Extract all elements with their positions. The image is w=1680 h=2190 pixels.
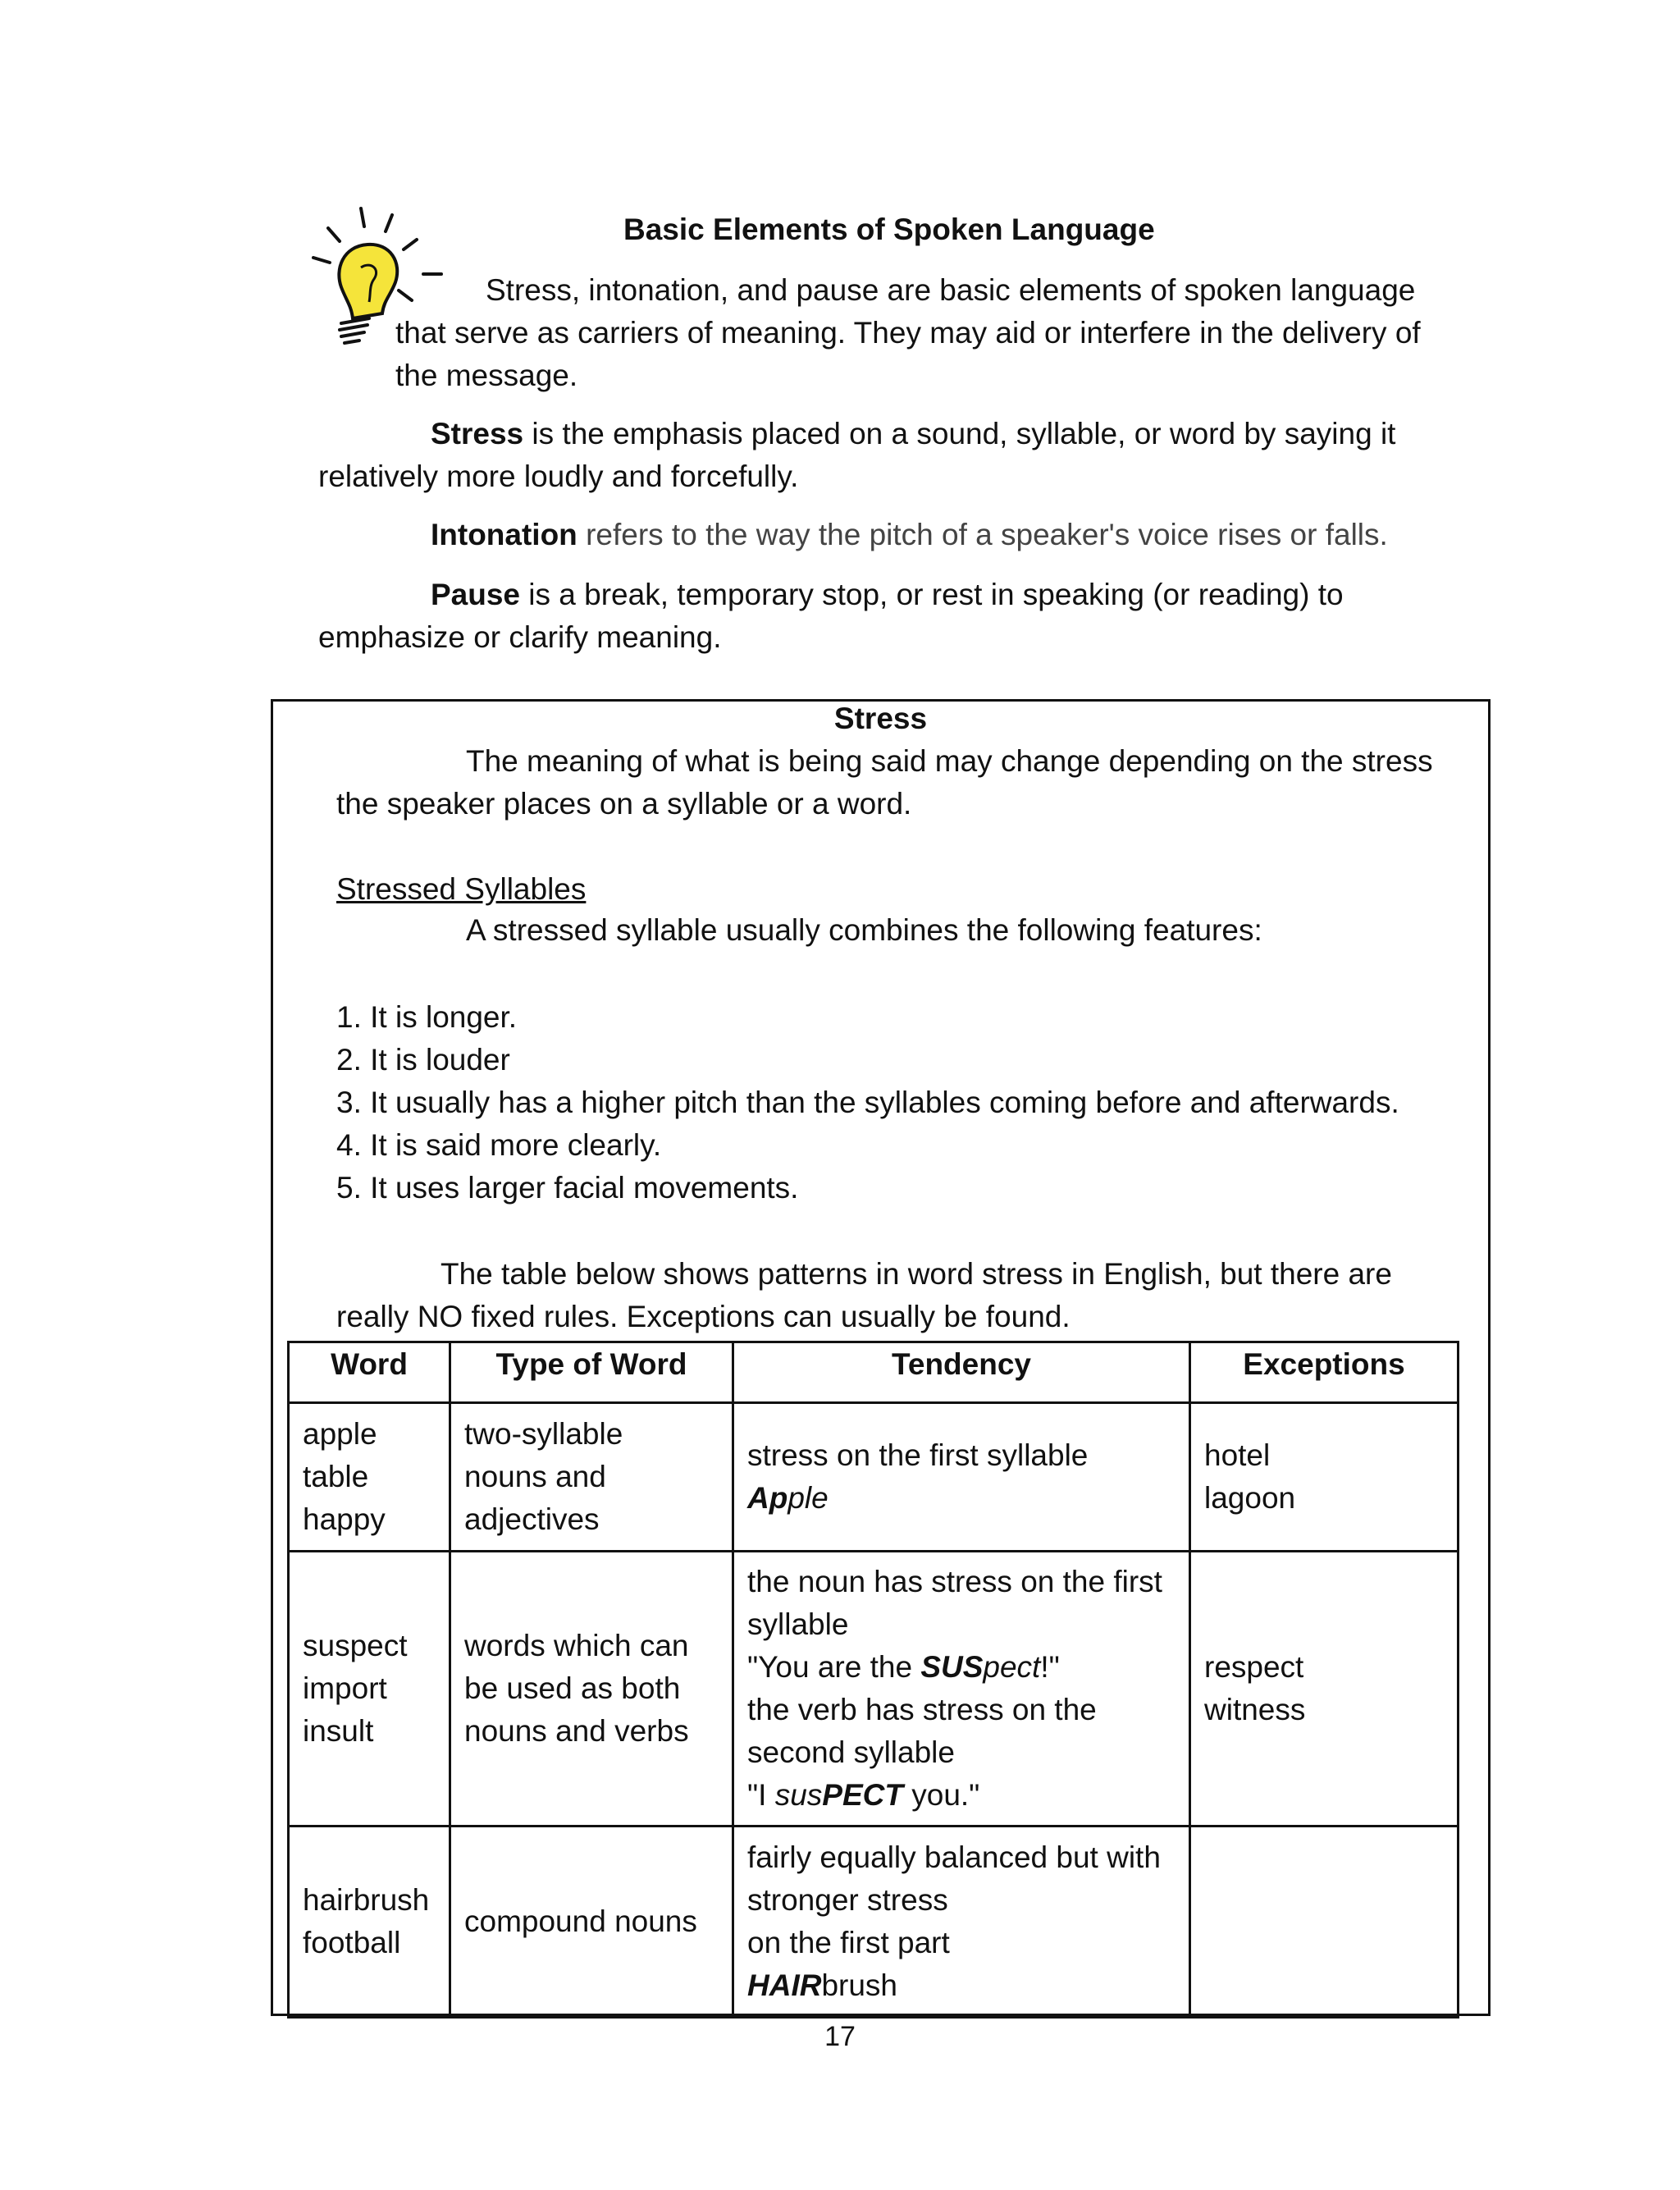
tendency-cell: the noun has stress on the first syllable "You are the SUSpect!" the verb has stress on the second syllable "I susPECT you.": [733, 1552, 1190, 1827]
noun-example: "You are the SUSpect!": [747, 1650, 1060, 1684]
exceptions-cell: [1190, 1827, 1459, 2018]
tendency-cell: fairly equally balanced but with stronger stress on the first part HAIRbrush: [733, 1827, 1190, 2018]
box-para-line-2: the speaker places on a syllable or a word.: [336, 787, 912, 821]
type-cell: two-syllable nouns and adjectives: [450, 1403, 733, 1552]
table-row: [289, 1552, 1459, 1827]
stress-definition: Stress is the emphasis placed on a sound, syllable, or word by saying it: [431, 417, 1396, 450]
compound-example: HAIRbrush: [747, 1968, 898, 2002]
word-cell: apple table happy: [289, 1403, 450, 1552]
table-row: [289, 1403, 1459, 1552]
word-cell: hairbrush football: [289, 1827, 450, 2018]
type-cell: compound nouns: [450, 1827, 733, 2018]
table-header-row: [289, 1342, 1459, 1403]
box-heading: Stress: [833, 702, 928, 735]
pause-definition: Pause is a break, temporary stop, or rest in speaking (or reading) to: [431, 578, 1344, 611]
exceptions-cell: hotel lagoon: [1190, 1403, 1459, 1552]
header-tendency: Tendency: [733, 1342, 1190, 1403]
feature-item: 5. It uses larger facial movements.: [336, 1171, 799, 1205]
intro-line-1: Stress, intonation, and pause are basic elements of spoken language: [486, 273, 1416, 307]
stressed-syllables-intro: A stressed syllable usually combines the following features:: [466, 913, 1262, 947]
page-number: 17: [824, 2021, 856, 2052]
stressed-syllables-heading: Stressed Syllables: [336, 872, 587, 906]
exceptions-cell: respect witness: [1190, 1552, 1459, 1827]
pause-term: Pause: [431, 578, 521, 611]
intro-line-3: the message.: [395, 359, 578, 392]
intonation-term: Intonation: [431, 518, 578, 551]
box-para-line-1: The meaning of what is being said may change depending on the stress: [466, 744, 1433, 778]
pause-definition-cont: emphasize or clarify meaning.: [318, 620, 722, 654]
header-exceptions: Exceptions: [1190, 1342, 1459, 1403]
stress-term: Stress: [431, 417, 524, 450]
stress-definition-cont: relatively more loudly and forcefully.: [318, 459, 799, 493]
word-stress-table: [287, 1341, 1459, 2019]
type-cell: words which can be used as both nouns and verbs: [450, 1552, 733, 1827]
table-row: [289, 1827, 1459, 2018]
header-type: Type of Word: [450, 1342, 733, 1403]
feature-item: 2. It is louder: [336, 1043, 510, 1077]
feature-item: 4. It is said more clearly.: [336, 1128, 662, 1162]
intro-line-2: that serve as carriers of meaning. They may aid or interfere in the delivery of: [395, 316, 1421, 350]
header-word: Word: [289, 1342, 450, 1403]
table-intro-line-2: really NO fixed rules. Exceptions can usually be found.: [336, 1300, 1071, 1333]
table-intro-line-1: The table below shows patterns in word stress in English, but there are: [441, 1257, 1392, 1291]
feature-item: 1. It is longer.: [336, 1000, 518, 1034]
feature-item: 3. It usually has a higher pitch than the syllables coming before and afterwards.: [336, 1086, 1399, 1119]
verb-example: "I susPECT you.": [747, 1778, 980, 1812]
word-cell: suspect import insult: [289, 1552, 450, 1827]
page-title: Basic Elements of Spoken Language: [623, 213, 1155, 246]
tendency-cell: stress on the first syllable Apple: [733, 1403, 1190, 1552]
stress-example: Apple: [747, 1481, 829, 1515]
intonation-definition: Intonation refers to the way the pitch of a speaker's voice rises or falls.: [431, 518, 1388, 551]
